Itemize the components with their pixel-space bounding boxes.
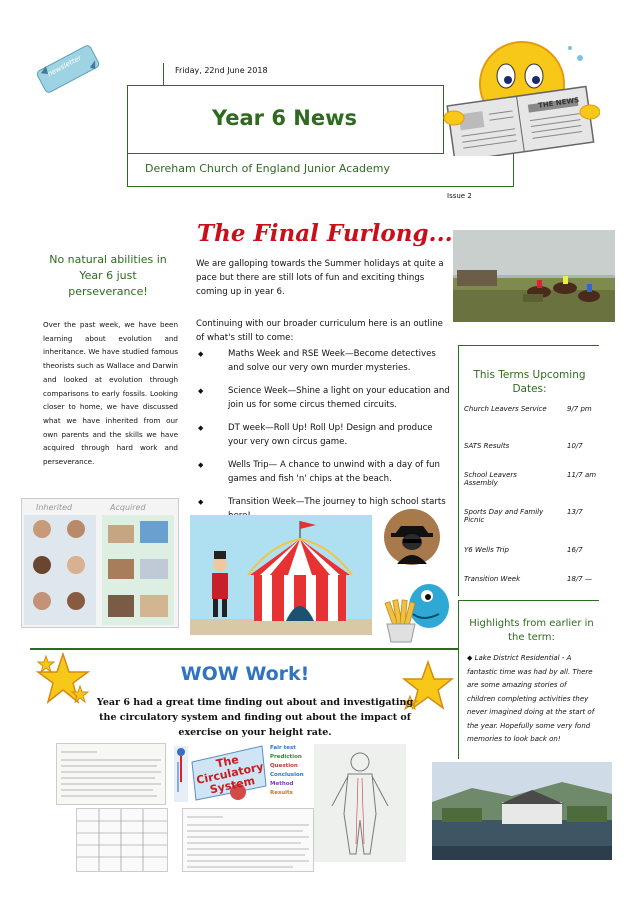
list-item: Fair test <box>270 745 296 751</box>
event-date: 16/7 <box>567 546 583 554</box>
list-item: Prediction <box>270 754 302 760</box>
list-item: ◆ Science Week—Shine a light on your education and join us for some circus themed circuits. <box>196 385 450 412</box>
dates-heading: This Terms Upcoming Dates: <box>473 369 586 395</box>
newsletter-badge-label: newsletter <box>46 53 83 79</box>
poster-label-inherited: Inherited <box>36 503 73 512</box>
circus-illustration <box>190 515 372 635</box>
main-headline: The Final Furlong... <box>197 220 453 247</box>
event-date: 13/7 <box>567 508 583 516</box>
circulatory-system-poster <box>168 742 310 806</box>
school-name: Dereham Church of England Junior Academy <box>145 162 390 175</box>
wow-work-title: WOW Work! <box>180 663 310 685</box>
event-name: Sports Day and Family Picnic <box>464 508 544 524</box>
lake-district-photo <box>432 762 612 860</box>
poster-title: The Circulatory System <box>195 753 265 797</box>
event-date: 9/7 pm <box>567 405 592 413</box>
event-date: 11/7 am <box>567 471 597 479</box>
inherited-acquired-poster <box>21 498 179 628</box>
poster-list <box>270 744 304 798</box>
event-name: SATS Results <box>464 442 510 450</box>
event-name: Transition Week <box>464 575 521 583</box>
results-table-sheet <box>76 808 168 872</box>
event-date: 18/7 — <box>567 575 592 583</box>
bullet-icon: ◆ <box>467 654 475 662</box>
newsletter-badge <box>32 44 104 94</box>
highlights-heading: Highlights from earlier in the term: <box>469 618 594 643</box>
event-name: Church Leavers Service <box>464 405 547 413</box>
highlights-body: Lake District Residential - A fantastic time was had by all. There are some amazing stories of children completing activities they never imagined doing at the start of the year. Hopefully some very fond memories to look back on! <box>467 654 595 743</box>
handwritten-prediction-sheet <box>56 743 166 805</box>
curriculum-intro: Continuing with our broader curriculum here is an outline of what's still to come: <box>196 319 443 343</box>
list-item: ◆ Transition Week—The journey to high school starts <box>196 496 450 523</box>
handwritten-conclusion-sheet <box>182 808 314 872</box>
issue-number: Issue 2 <box>447 192 472 200</box>
intro-paragraph: We are galloping towards the Summer holidays at quite a pace but there are still lots of fun and exciting things coming up in year 6. <box>196 259 444 297</box>
smiley-reading-newspaper-image <box>440 36 600 156</box>
highlights-text <box>467 652 595 747</box>
upcoming-events-list <box>196 348 450 533</box>
wow-section-divider <box>30 648 458 650</box>
poster-label-acquired: Acquired <box>110 503 146 512</box>
list-item: Method <box>270 781 294 787</box>
list-item: Results <box>270 790 293 796</box>
event-name: Y6 Wells Trip <box>464 546 509 554</box>
body-outline-drawing <box>314 744 406 862</box>
wow-work-text: Year 6 had a great time finding out about and investigating the circulatory system and finding out about the impact of exercise on your height rate. <box>96 697 414 738</box>
list-item: ◆ DT week—Roll Up! Roll Up! Design and produce your very own circus game. <box>196 422 450 449</box>
list-item: ◆ Wells Trip— A chance to unwind with a day of fun games and fish 'n' chips at the beach. <box>196 459 450 486</box>
event-date: 10/7 <box>567 442 583 450</box>
list-item: Question <box>270 763 298 769</box>
header-rule <box>163 63 164 85</box>
page-title: Year 6 News <box>211 106 357 130</box>
detective-icon <box>383 508 441 566</box>
horse-race-painting <box>453 230 615 322</box>
star-icon-left <box>36 652 90 706</box>
left-column-text: Over the past week, we have been learning about evolution and inheritance. We have studied famous theorists such as Wallace and Darwin and looked at evolution through comparisons to early fossils. Looking closer to home, we have discussed what we have inherited from our own parents and the skills we have acquired through hard work and perseverance. <box>43 320 178 467</box>
issue-date: Friday, 22nd June 2018 <box>175 66 268 75</box>
left-column-heading: No natural abilities in Year 6 just perseverance! <box>49 253 167 298</box>
newspaper-masthead: THE NEWS <box>537 96 580 110</box>
fish-and-chips-illustration <box>383 572 455 644</box>
list-item: ◆ Maths Week and RSE Week—Become detectives and solve our very own murder mysteries. <box>196 348 450 375</box>
list-item: Conclusion <box>270 772 304 778</box>
event-name: School Leavers Assembly <box>464 471 517 487</box>
